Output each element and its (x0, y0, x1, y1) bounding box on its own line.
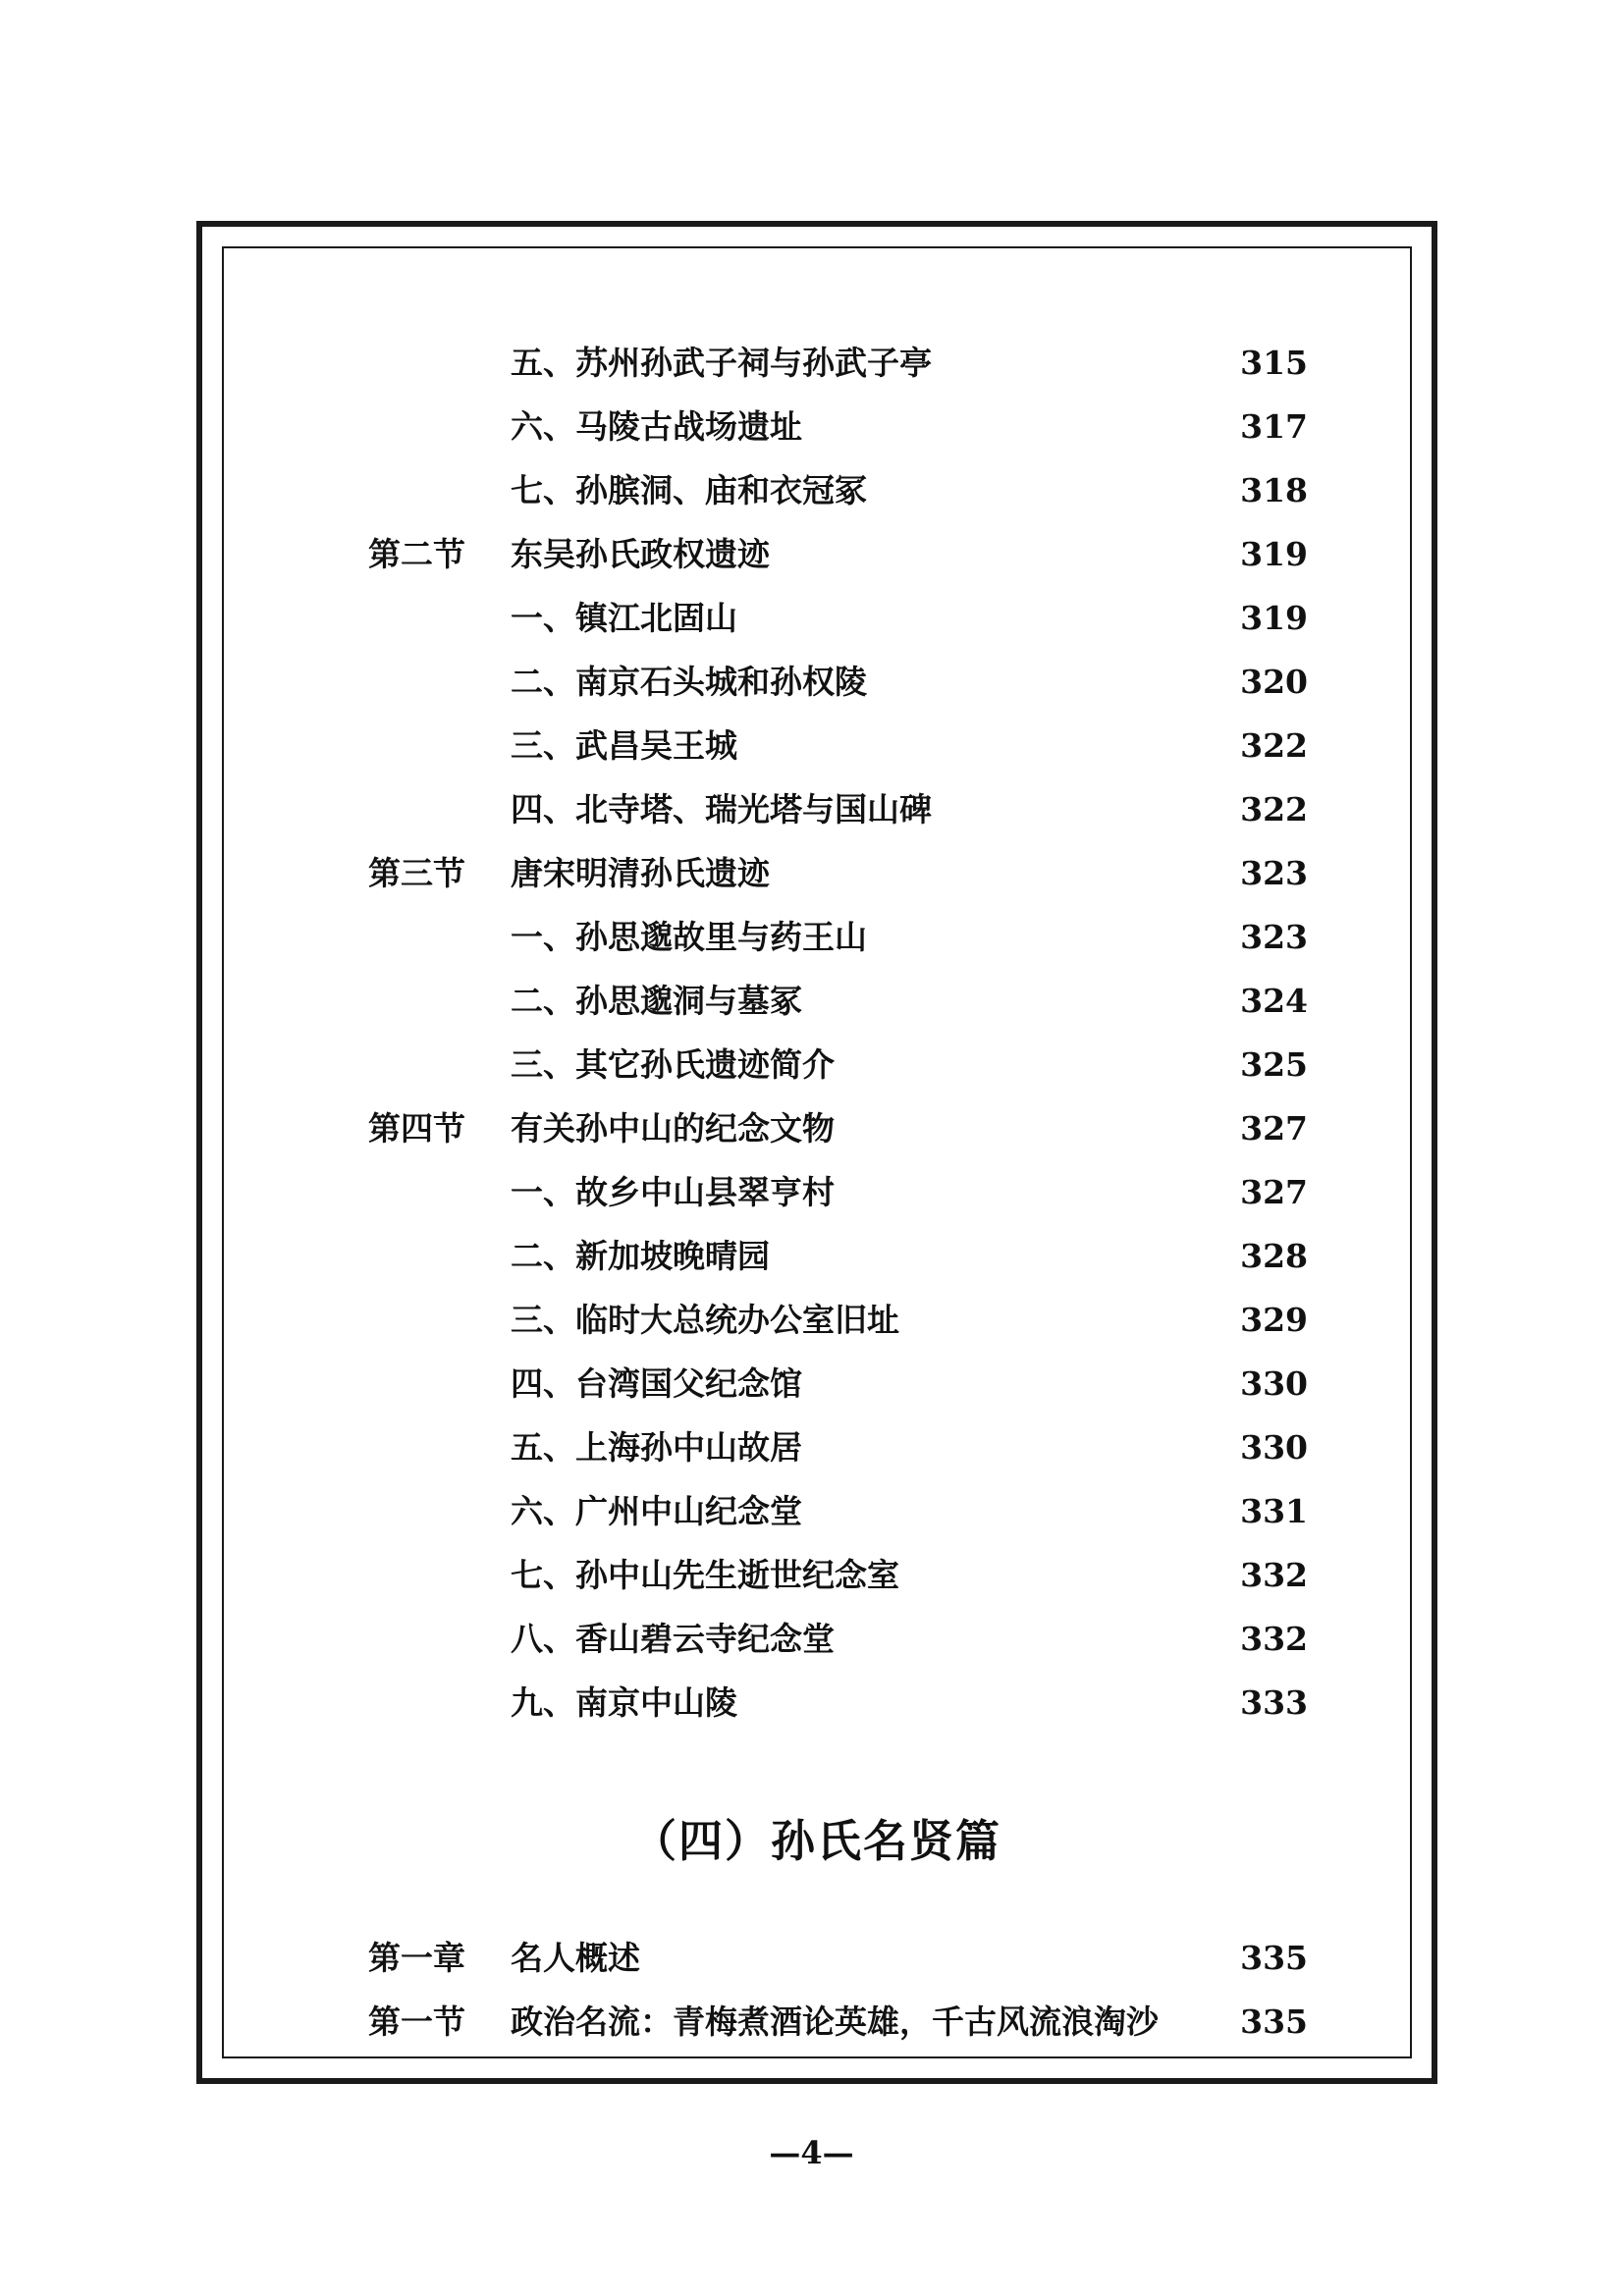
toc-entry-title: 二、新加坡晚晴园 (511, 1237, 770, 1275)
toc-section-label: 第一节 (368, 2002, 465, 2041)
toc-row (224, 530, 1410, 579)
toc-entry-title: 二、孙思邈洞与墓冢 (511, 982, 802, 1020)
toc-entry-title: 六、马陵古战场遗址 (511, 407, 802, 446)
toc-entry-title: 一、孙思邈故里与药王山 (511, 918, 867, 956)
toc-entry-title: 六、广州中山纪念堂 (511, 1492, 802, 1530)
toc-page-number: 335 (1240, 1939, 1308, 1977)
toc-row (224, 658, 1410, 707)
toc-entry-title: 一、镇江北固山 (511, 599, 737, 637)
toc-section-label: 第三节 (368, 854, 465, 892)
toc-page-number: 331 (1240, 1492, 1308, 1530)
toc-page-number: 318 (1240, 471, 1308, 509)
toc-row (224, 721, 1410, 771)
toc-page-number: 323 (1240, 918, 1308, 956)
toc-entry-title: 政治名流：青梅煮酒论英雄，千古风流浪淘沙 (511, 2002, 1159, 2041)
toc-entry-title: 五、上海孙中山故居 (511, 1428, 802, 1467)
toc-entry-title: 九、南京中山陵 (511, 1683, 737, 1722)
toc-row (224, 1168, 1410, 1217)
toc-row (224, 977, 1410, 1026)
toc-page-number: 333 (1240, 1683, 1308, 1722)
part-heading: （四）孙氏名贤篇 (631, 1815, 1001, 1867)
toc-entry-title: 八、香山碧云寺纪念堂 (511, 1620, 835, 1658)
toc-entry-title: 五、苏州孙武子祠与孙武子亭 (511, 344, 932, 382)
toc-row (224, 1104, 1410, 1153)
toc-entry-title: 三、临时大总统办公室旧址 (511, 1301, 899, 1339)
toc-row (224, 849, 1410, 898)
toc-row (224, 1232, 1410, 1281)
toc-page-number: 322 (1240, 790, 1308, 828)
page-border-inner (222, 246, 1412, 2058)
toc-page-number: 335 (1240, 2002, 1308, 2041)
toc-entry-title: 东吴孙氏政权遗迹 (511, 535, 770, 573)
toc-entry-title: 三、武昌吴王城 (511, 726, 737, 765)
toc-row (224, 594, 1410, 643)
toc-row (224, 1615, 1410, 1664)
toc-row (224, 913, 1410, 962)
toc-entry-title: 一、故乡中山县翠亨村 (511, 1173, 835, 1211)
toc-page-number: 315 (1240, 344, 1308, 382)
toc-row (224, 1679, 1410, 1728)
toc-entry-title: 三、其它孙氏遗迹简介 (511, 1045, 835, 1084)
toc-entry-title: 唐宋明清孙氏遗迹 (511, 854, 770, 892)
toc-page-number: 317 (1240, 407, 1308, 446)
toc-page-number: 330 (1240, 1428, 1308, 1467)
toc-entry-title: 名人概述 (511, 1939, 640, 1977)
toc-page-number: 323 (1240, 854, 1308, 892)
toc-page-number: 319 (1240, 535, 1308, 573)
toc-page-number: 322 (1240, 726, 1308, 765)
toc-chapter-label: 第一章 (368, 1939, 465, 1977)
toc-section-label: 第二节 (368, 535, 465, 573)
toc-section-label: 第四节 (368, 1109, 465, 1148)
toc-entry-title: 有关孙中山的纪念文物 (511, 1109, 835, 1148)
toc-entry-title: 四、台湾国父纪念馆 (511, 1364, 802, 1403)
toc-row (224, 466, 1410, 515)
toc-row (224, 1934, 1410, 1983)
toc-page-number: 327 (1240, 1173, 1308, 1211)
toc-row (224, 1296, 1410, 1345)
toc-row (224, 402, 1410, 452)
page-number-footer: —4— (769, 2134, 854, 2171)
toc-page-number: 325 (1240, 1045, 1308, 1084)
toc-page-number: 332 (1240, 1620, 1308, 1658)
toc-page-number: 329 (1240, 1301, 1308, 1339)
toc-row (224, 1423, 1410, 1472)
toc-page-number: 320 (1240, 663, 1308, 701)
toc-row (224, 1487, 1410, 1536)
toc-page-number: 330 (1240, 1364, 1308, 1403)
toc-row (224, 785, 1410, 834)
toc-page-number: 324 (1240, 982, 1308, 1020)
toc-row (224, 1041, 1410, 1090)
toc-row (224, 339, 1410, 388)
toc-entry-title: 四、北寺塔、瑞光塔与国山碑 (511, 790, 932, 828)
toc-page-number: 327 (1240, 1109, 1308, 1148)
page-border-outer (196, 221, 1437, 2084)
toc-row (224, 1360, 1410, 1409)
toc-row (224, 1551, 1410, 1600)
toc-entry-title: 七、孙中山先生逝世纪念室 (511, 1556, 899, 1594)
toc-page-number: 328 (1240, 1237, 1308, 1275)
toc-page-number: 319 (1240, 599, 1308, 637)
toc-entry-title: 七、孙膑洞、庙和衣冠冢 (511, 471, 867, 509)
toc-entry-title: 二、南京石头城和孙权陵 (511, 663, 867, 701)
toc-page-number: 332 (1240, 1556, 1308, 1594)
toc-row (224, 1998, 1410, 2047)
